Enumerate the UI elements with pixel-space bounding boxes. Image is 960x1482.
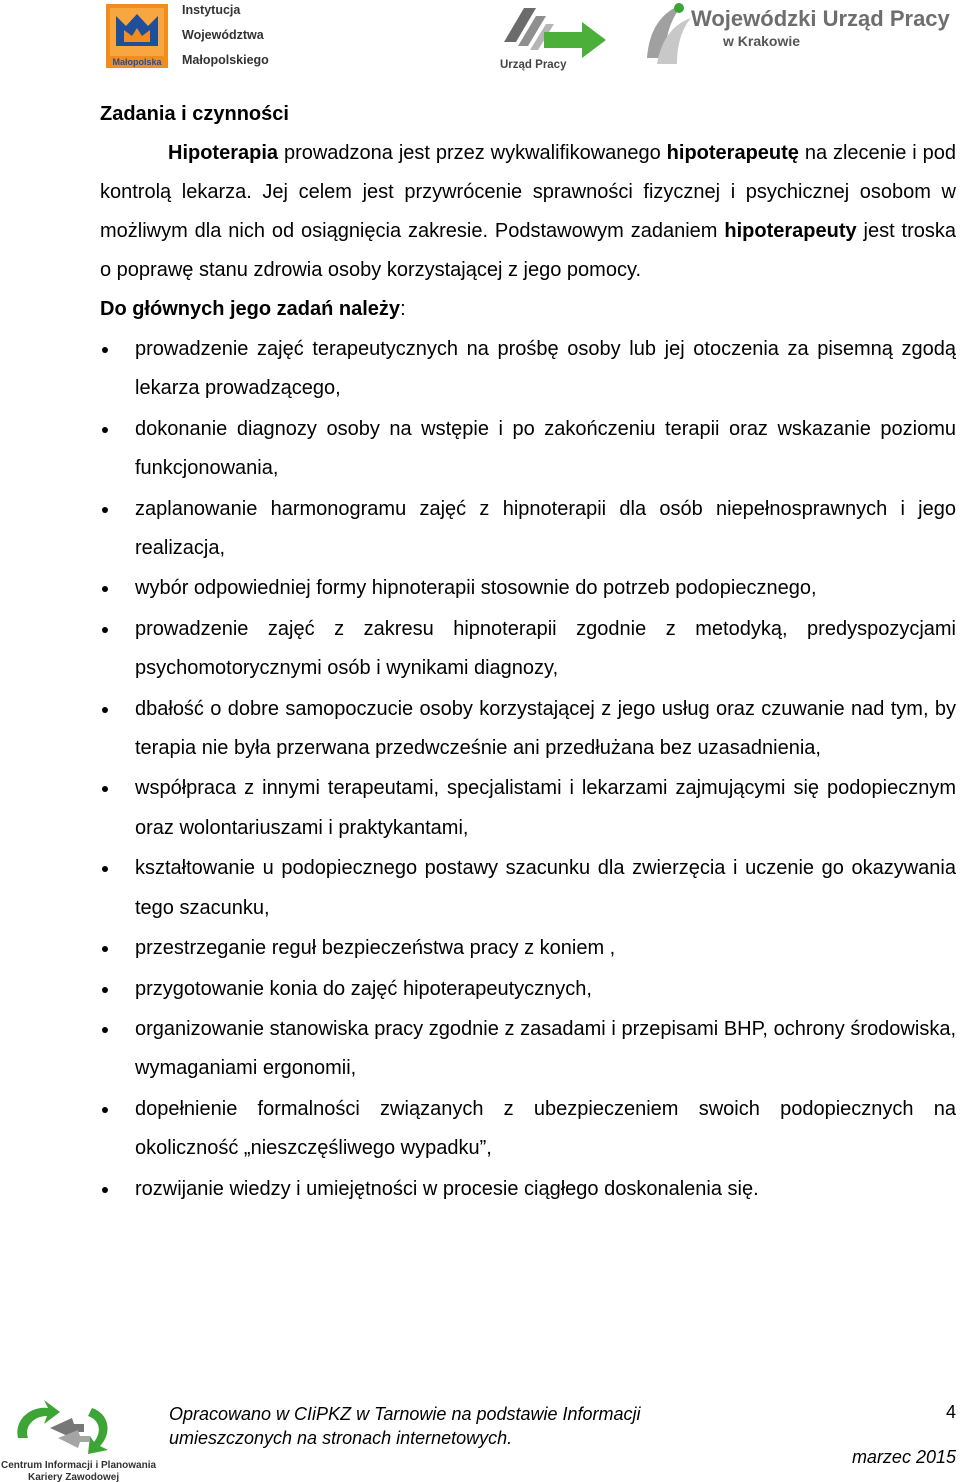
list-item <box>100 490 956 569</box>
term-hipoterapeute: hipoterapeutę <box>666 142 799 164</box>
intro-paragraph <box>100 134 956 290</box>
wup-logo <box>643 0 955 72</box>
section-heading: Zadania i czynności <box>100 103 289 125</box>
term-hipoterapeuty: hipoterapeuty <box>724 220 857 242</box>
bullet-icon <box>102 1107 108 1113</box>
wup-line2: w Krakowie <box>723 33 801 49</box>
list-item <box>100 769 956 848</box>
tasks-lead <box>100 290 956 329</box>
page-footer <box>0 1390 960 1482</box>
footer-note-line1: Opracowano w CIiPKZ w Tarnowie na podstawie Informacji <box>169 1404 641 1424</box>
footer-date: marzec 2015 <box>851 1447 956 1467</box>
list-item-text: kształtowanie u podopiecznego postawy szacunku dla zwierzęcia i uczenie go okazywania tego szacunku, <box>135 857 956 919</box>
cipkz-line2: Kariery Zawodowej <box>28 1472 120 1482</box>
bullet-icon <box>102 707 108 713</box>
list-item-text: prowadzenie zajęć terapeutycznych na prośbę osoby lub jej otoczenia za pisemną zgodą lekarza prowadzącego, <box>135 338 956 400</box>
list-item <box>100 569 956 608</box>
cipkz-line1: Centrum Informacji i Planowania <box>1 1460 157 1471</box>
intro-text-3: jest troska o poprawę stanu zdrowia osoby korzystającej z jego pomocy. <box>100 220 956 281</box>
bullet-icon <box>102 347 108 353</box>
bullet-icon <box>102 627 108 633</box>
imm-logo <box>104 2 284 74</box>
tasks-lead-bold: Do głównych jego zadań należy <box>100 298 401 320</box>
bullet-icon <box>102 987 108 993</box>
list-item-text: dopełnienie formalności związanych z ubezpieczeniem swoich podopiecznych na okoliczność „nieszczęśliwego wypadku”, <box>135 1097 956 1160</box>
bullet-icon <box>102 507 108 513</box>
bullet-icon <box>102 786 108 792</box>
list-item-text: rozwijanie wiedzy i umiejętności w procesie ciągłego doskonalenia się. <box>135 1177 759 1200</box>
wup-line1: Wojewódzki Urząd Pracy <box>691 6 950 31</box>
list-item-text: dbałość o dobre samopoczucie osoby korzystającej z jego usług oraz czuwanie nad tym, by terapia nie była przerwana przedwcześnie ani przedłużana bez uzasadnienia, <box>135 697 956 760</box>
term-hipoterapia: Hipoterapia <box>168 142 279 164</box>
list-item <box>100 690 956 769</box>
bullet-icon <box>102 1187 108 1193</box>
cipkz-logo <box>0 1394 157 1482</box>
list-item <box>100 330 956 409</box>
footer-note <box>169 1402 729 1450</box>
tasks-list <box>100 330 956 1209</box>
intro-text-2: na zlecenie i pod kontrolą lekarza. Jej celem jest przywrócenie sprawności fizycznej i psychicznej osobom w możliwym dla nich od osiągnięcia zakresie. Podstawowym zadaniem <box>100 142 957 242</box>
list-item-text: prowadzenie zajęć z zakresu hipnoterapii zgodnie z metodyką, predyspozycjami psychomotorycznymi osób i wynikami diagnozy, <box>135 617 956 680</box>
bullet-icon <box>102 946 108 952</box>
list-item <box>100 970 956 1009</box>
bullet-icon <box>102 586 108 592</box>
list-item-text: wybór odpowiedniej formy hipnoterapii stosownie do potrzeb podopiecznego, <box>135 577 817 600</box>
document-body <box>100 95 956 1209</box>
tasks-lead-colon: : <box>400 298 406 320</box>
list-item <box>100 929 956 968</box>
imm-line2: Województwa <box>182 28 264 42</box>
intro-text-1: prowadzona jest przez wykwalifikowanego <box>278 142 667 164</box>
bullet-icon <box>102 866 108 872</box>
list-item <box>100 610 956 689</box>
list-item <box>100 849 956 928</box>
urzad-pracy-logo <box>494 2 610 72</box>
list-item <box>100 1010 956 1089</box>
list-item-text: dokonanie diagnozy osoby na wstępie i po zakończeniu terapii oraz wskazanie poziomu funkcjonowania, <box>135 417 956 480</box>
list-item <box>100 410 956 489</box>
list-item-text: zaplanowanie harmonogramu zajęć z hipnoterapii dla osób niepełnosprawnych i jego realizacja, <box>135 497 956 560</box>
imm-line1: Instytucja <box>182 3 241 17</box>
list-item-text: przygotowanie konia do zajęć hipoterapeutycznych, <box>135 977 592 1000</box>
bullet-icon <box>102 427 108 433</box>
list-item <box>100 1090 956 1169</box>
list-item <box>100 1170 956 1209</box>
list-item-text: współpraca z innymi terapeutami, specjalistami i lekarzami zajmującymi się podopiecznym oraz wolontariuszami i praktykantami, <box>135 777 956 839</box>
imm-badge-text: Małopolska <box>112 57 162 67</box>
list-item-text: przestrzeganie reguł bezpieczeństwa pracy z koniem , <box>135 937 616 960</box>
footer-note-line2: umieszczonych na stronach internetowych. <box>169 1428 513 1448</box>
urzad-pracy-label: Urząd Pracy <box>500 59 567 71</box>
list-item-text: organizowanie stanowiska pracy zgodnie z zasadami i przepisami BHP, ochrony środowiska, wymaganiami ergonomii, <box>135 1017 956 1080</box>
imm-line3: Małopolskiego <box>182 53 269 67</box>
page-number: 4 <box>945 1402 956 1422</box>
bullet-icon <box>102 1027 108 1033</box>
page-header <box>0 0 960 80</box>
